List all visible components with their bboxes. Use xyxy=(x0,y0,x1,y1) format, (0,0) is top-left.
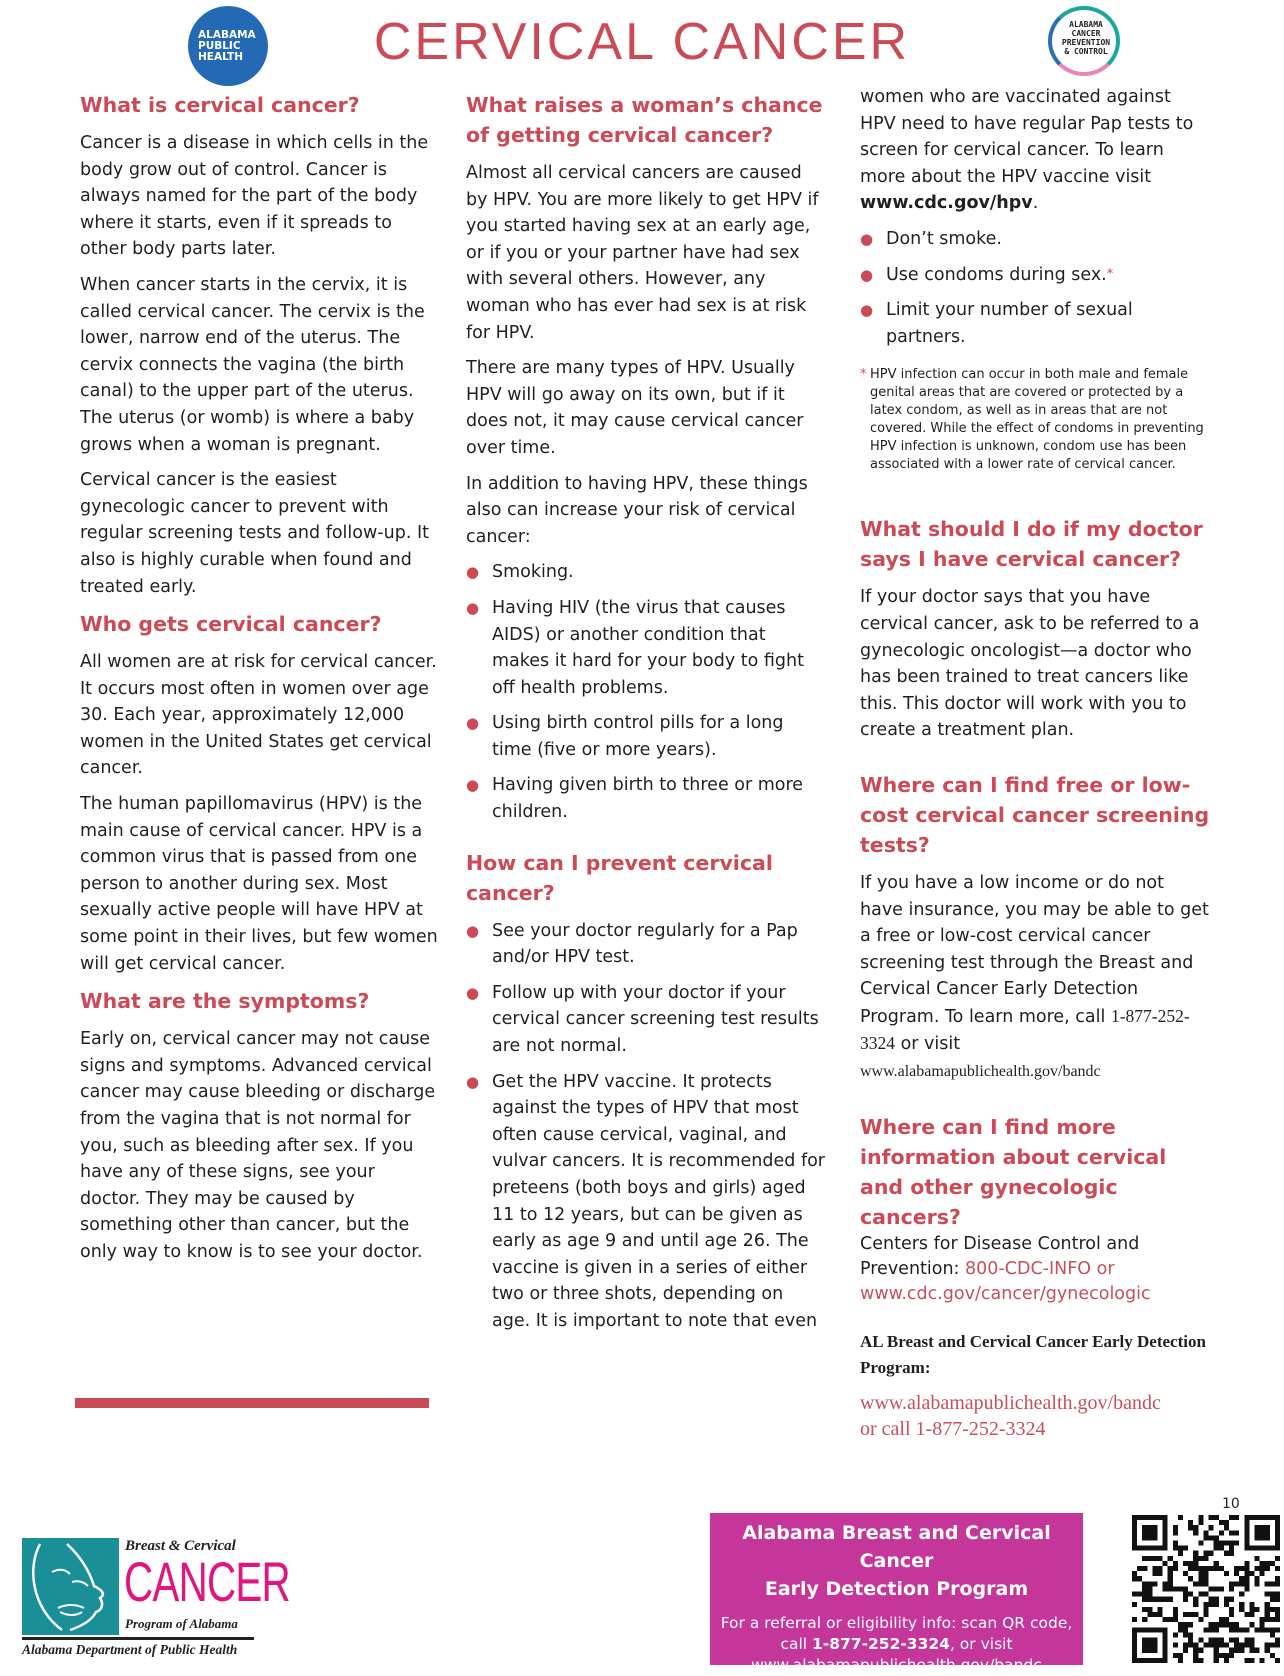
prevent-list-cont xyxy=(860,226,1210,350)
section-free-screening xyxy=(860,770,1210,1086)
list-item-text: Using birth control pills for a long time (five or more years). xyxy=(492,713,784,760)
list-item-text: Use condoms during sex. xyxy=(886,264,1107,285)
list-item-text: Follow up with your doctor if your cervical cancer screening test results are not normal. xyxy=(492,982,819,1057)
list-item xyxy=(466,980,826,1060)
program-banner xyxy=(710,1513,1083,1674)
bullet-icon: ● xyxy=(466,714,480,733)
paragraph: When cancer starts in the cervix, it is called cervical cancer. The cervix is the lower, narrow end of the uterus. The cervix connects the vagina (the birth canal) to the upper part of the uterus. The uterus (or womb) is where a baby grows when a woman is pregnant. xyxy=(80,274,425,455)
banner-text: call xyxy=(780,1635,813,1653)
logo-text: CANCER xyxy=(1071,29,1101,38)
list-item xyxy=(466,559,826,586)
prevent-list xyxy=(466,918,826,1335)
paragraph: In addition to having HPV, these things also can increase your risk of cervical cancer: xyxy=(466,473,808,547)
column-3 xyxy=(860,87,1210,1451)
bullet-icon: ● xyxy=(466,598,480,617)
logo-text: PUBLIC xyxy=(198,39,241,52)
logo-text: & CONTROL xyxy=(1064,47,1108,56)
face-outline-icon xyxy=(22,1538,119,1635)
divider xyxy=(22,1637,254,1640)
cdc-label: Centers for Disease Control and Prevention: xyxy=(860,1233,1140,1279)
list-item xyxy=(466,1069,826,1335)
paragraph: All women are at risk for cervical cancer. It occurs most often in women over age 30. Each year, approximately 12,000 women in the United States get cervical cancer. xyxy=(80,652,437,779)
bullet-icon: ● xyxy=(466,921,480,940)
asterisk-mark: * xyxy=(860,367,867,383)
list-item xyxy=(466,772,826,825)
list-item-text: Smoking. xyxy=(492,562,574,583)
al-program-contact xyxy=(860,1390,1210,1442)
section-heading: What raises a woman’s chance of getting cervical cancer? xyxy=(466,93,823,147)
paragraph xyxy=(860,1232,1210,1307)
paragraph xyxy=(860,870,1210,1086)
paragraph xyxy=(860,84,1210,217)
risk-list xyxy=(466,559,826,825)
list-item-text: Having HIV (the virus that causes AIDS) or another condition that makes it hard for your body to fight off health problems. xyxy=(492,597,804,698)
page-number: 10 xyxy=(1222,1496,1240,1512)
paragraph: Early on, cervical cancer may not cause signs and symptoms. Advanced cervical cancer may cause bleeding or discharge from the vagina that is not normal for you, such as bleeding after sex. If you have any of these signs, see your doctor. They may be caused by something other than cancer, but the only way to know is to see your doctor. xyxy=(80,1029,436,1262)
bullet-icon: ● xyxy=(466,1072,480,1091)
phone-number[interactable]: 1-877-252-3324 xyxy=(860,1005,1190,1054)
list-item-text: Get the HPV vaccine. It protects against the types of HPV that most often cause cervical, vaginal, and vulvar cancers. It is recommended for preteens (both boys and girls) aged 11 to 12 years, but can be given as early as age 9 and until age 26. The vaccine is given in a series of either two or three shots, depending on age. It is important to note that even xyxy=(492,1071,826,1331)
paragraph-text: women who are vaccinated against HPV need to have regular Pap tests to screen for cervical cancer. To learn more about the HPV vaccine visit xyxy=(860,87,1194,187)
paragraph-text: . xyxy=(1032,193,1039,214)
bullet-icon: ● xyxy=(860,265,874,284)
al-program-label: AL Breast and Cervical Cancer Early Detection Program: xyxy=(860,1331,1206,1377)
list-item xyxy=(860,297,1210,350)
logo-text: ALABAMA xyxy=(1069,20,1103,29)
breast-cervical-cancer-program-logo xyxy=(22,1538,290,1662)
divider-bar xyxy=(75,1398,429,1408)
banner-title: Early Detection Program xyxy=(764,1578,1029,1600)
section-prevent xyxy=(466,848,826,1335)
list-item xyxy=(860,226,1210,253)
logo-text: ALABAMA xyxy=(198,28,256,41)
banner-text: , or visit xyxy=(949,1635,1013,1653)
qr-code-icon xyxy=(1132,1513,1280,1665)
section-heading: What is cervical cancer? xyxy=(80,93,360,117)
bullet-icon: ● xyxy=(466,563,480,582)
cdc-gynecologic-link[interactable]: www.cdc.gov/cancer/gynecologic xyxy=(860,1283,1151,1304)
al-program-link[interactable]: www.alabamapublichealth.gov/bandc xyxy=(860,1391,1161,1414)
column-1 xyxy=(80,90,440,1275)
footnote xyxy=(860,366,1210,474)
section-heading: What should I do if my doctor says I have cervical cancer? xyxy=(860,517,1203,572)
paragraph: The human papillomavirus (HPV) is the main cause of cervical cancer. HPV is a common virus that is passed from one person to another during sex. Most sexually active people will have HPV at some point in their lives, but few women will get cervical cancer. xyxy=(80,794,438,974)
logo-text: HEALTH xyxy=(198,50,243,63)
banner-text: For a referral or eligibility info: scan QR code, xyxy=(720,1614,1073,1632)
list-item-text: Having given birth to three or more children. xyxy=(492,775,804,823)
paragraph: Cancer is a disease in which cells in the body grow out of control. Cancer is always named for the part of the body where it starts, even if it spreads to other body parts later. xyxy=(80,133,429,260)
cdc-hpv-link[interactable]: www.cdc.gov/hpv xyxy=(860,193,1033,214)
list-item xyxy=(466,595,826,701)
paragraph-text: If you have a low income or do not have insurance, you may be able to get a free or low-cost cervical cancer screening test through the Breast and Cervical Cancer Early Detection Program. To learn more, call xyxy=(860,872,1209,1027)
al-program-phone[interactable]: or call 1-877-252-3324 xyxy=(860,1417,1046,1440)
asterisk-mark: * xyxy=(1106,266,1114,282)
banner-phone[interactable]: 1-877-252-3324 xyxy=(812,1635,950,1653)
paragraph: Almost all cervical cancers are caused by HPV. You are more likely to get HPV if you started having sex at an early age, or if you or your partner have had sex with several others. However, any woman who has ever had sex is at risk for HPV. xyxy=(466,163,819,343)
section-what-is xyxy=(80,90,440,600)
list-item-text: See your doctor regularly for a Pap and/or HPV test. xyxy=(492,920,798,968)
qr-code[interactable] xyxy=(1132,1513,1280,1665)
paragraph: There are many types of HPV. Usually HPV will go away on its own, but if it does not, it may cause cervical cancer over time. xyxy=(466,358,804,458)
bullet-icon: ● xyxy=(466,776,480,795)
paragraph: If your doctor says that you have cervical cancer, ask to be referred to a gynecologic oncologist—a doctor who has been trained to treat cancers like this. This doctor will work with you to create a treatment plan. xyxy=(860,587,1200,741)
paragraph: Cervical cancer is the easiest gynecologic cancer to prevent with regular screening tests and follow-up. It also is highly curable when found and treated early. xyxy=(80,470,429,597)
logo-text: Program of Alabama xyxy=(125,1616,238,1631)
section-who-gets xyxy=(80,609,440,977)
list-item-text: Limit your number of sexual partners. xyxy=(886,300,1133,347)
logo-text: CANCER xyxy=(124,1550,290,1613)
list-item-text: Don’t smoke. xyxy=(886,228,1002,249)
cdc-phone[interactable]: 800-CDC-INFO or xyxy=(965,1258,1115,1279)
bullet-icon: ● xyxy=(466,983,480,1002)
list-item xyxy=(466,918,826,971)
section-heading: Where can I find free or low-cost cervical cancer screening tests? xyxy=(860,772,1210,857)
logo-text: Breast & Cervical xyxy=(125,1538,236,1554)
list-item xyxy=(466,710,826,763)
section-heading: Who gets cervical cancer? xyxy=(80,612,382,637)
banner-title: Alabama Breast and Cervical Cancer xyxy=(742,1522,1051,1572)
logo-text: PREVENTION xyxy=(1061,38,1111,47)
banner-link[interactable]: www.alabamapublichealth.gov/bandc xyxy=(751,1656,1042,1674)
section-risk-factors xyxy=(466,90,826,826)
bullet-icon: ● xyxy=(860,301,874,320)
section-diagnosed xyxy=(860,514,1210,744)
list-item xyxy=(860,262,1210,289)
footnote-text: HPV infection can occur in both male and female genital areas that are covered or protected by a latex condom, as well as in areas that are not covered. While the effect of condoms in preventing HPV infection is unknown, condom use has been associated with a lower rate of cervical cancer. xyxy=(870,367,1204,473)
bandc-link[interactable]: www.alabamapublichealth.gov/bandc xyxy=(860,1063,1101,1081)
section-heading: How can I prevent cervical cancer? xyxy=(466,850,773,905)
section-heading: What are the symptoms? xyxy=(80,989,370,1014)
alabama-cancer-prevention-logo xyxy=(1044,4,1126,78)
paragraph-text: or visit xyxy=(895,1034,961,1055)
logo-text: Alabama Department of Public Health xyxy=(22,1642,238,1657)
section-more-info xyxy=(860,1112,1210,1442)
column-2 xyxy=(466,90,826,1344)
section-heading: Where can I find more information about cervical and other gynecologic cancers? xyxy=(860,1114,1167,1229)
section-symptoms xyxy=(80,986,440,1265)
bullet-icon: ● xyxy=(860,229,874,248)
page-title: CERVICAL CANCER xyxy=(373,13,911,71)
